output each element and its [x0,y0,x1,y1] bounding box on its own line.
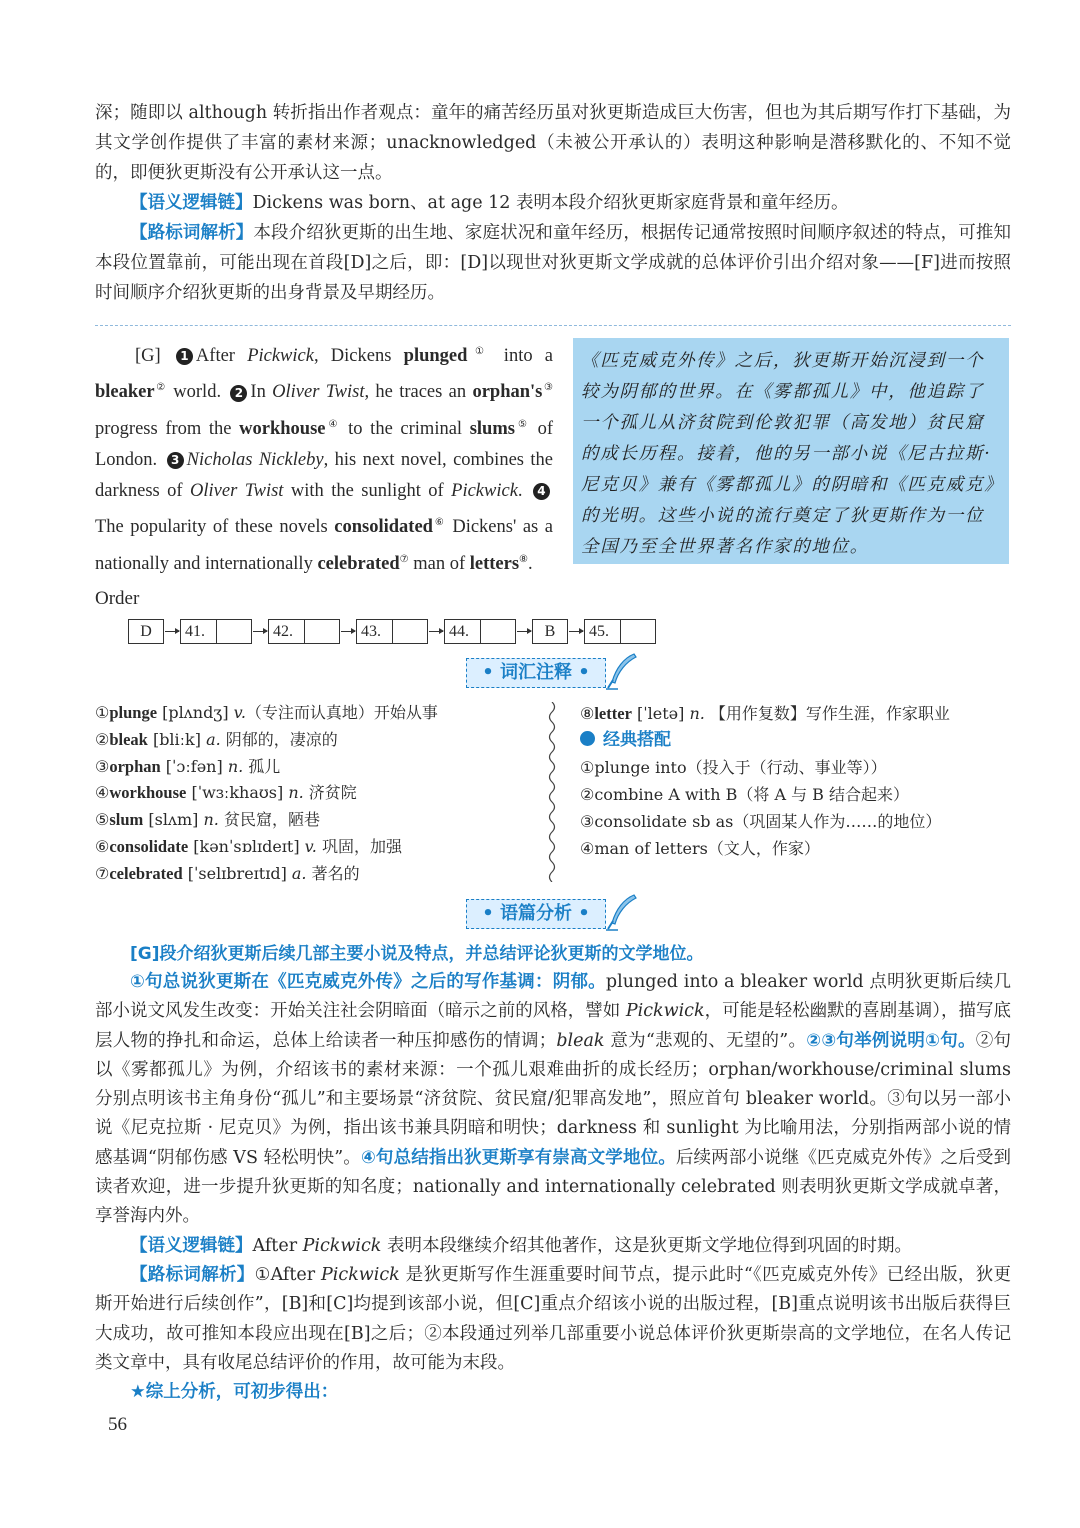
sentence-number-4: 4 [533,483,550,500]
order-answer-box: B [532,619,568,644]
discourse-analysis [95,940,1011,1407]
section-divider [95,325,1011,326]
arrow-icon [341,631,355,632]
paragraph-label: [G] [135,346,161,367]
vocab-item-5: ⑤slum [slʌm] n. 贫民窟，陋巷 [95,810,320,830]
quill-icon [604,893,638,931]
order-label-42: 42. [268,619,304,644]
sentence-number-1: 1 [176,348,193,365]
vocab-list [95,700,535,888]
signpost-text: 本段介绍狄更斯的出生地、家庭状况和童年经历，根据传记通常按照时间顺序叙述的特点，可推知本段位置靠前，可能出现在首段[D]之后，即：[D]以现世对狄更斯文学成就的总体评价引出介绍对象——[F]进而按照时间顺序介绍狄更斯的出身背景及早期经历。 [95,223,1011,303]
order-label-44: 44. [444,619,480,644]
order-blank-45[interactable] [620,619,656,644]
top-section [95,98,1011,308]
signpost-note [95,218,1011,308]
intro-paragraph: 深；随即以 although 转折指出作者观点：童年的痛苦经历虽对狄更斯造成巨大伤害，但也为其后期写作打下基础，为其文学创作提供了丰富的素材来源；unacknowledged（未被公开承认的）表明这种影响是潜移默化的、不知不觉的，即便狄更斯没有公开承认这一点。 [95,103,1011,183]
order-blank-41[interactable] [216,619,252,644]
analysis-intro: [G]段介绍狄更斯后续几部主要小说及特点，并总结评论狄更斯的文学地位。 [130,944,704,964]
arrow-icon [517,631,531,632]
vocab-item-8: ⑧letter [ˈletə] n. 【用作复数】写作生涯，作家职业 [580,704,950,723]
sentence-number-3: 3 [167,452,184,469]
analysis-logic-chain: 【语义逻辑链】After Pickwick 表明本段继续介绍其他著作，这是狄更斯文学地位得到巩固的时期。 [130,1235,912,1256]
order-label: Order [95,588,140,609]
logic-chain-tag: 【语义逻辑链】 [130,193,253,213]
summary-line: ★综上分析，可初步得出： [130,1382,339,1403]
sentence-number-2: 2 [230,385,247,402]
collocation-item: ①plunge into（投入于（行动、事业等）） [580,758,887,777]
order-label-43: 43. [356,619,392,644]
vocab-list-right [580,700,1010,862]
vocab-item-3: ③orphan [ˈɔːfən] n. 孤儿 [95,756,281,776]
arrow-icon [569,631,583,632]
analysis-body: ①句总说狄更斯在《匹克威克外传》之后的写作基调：阴郁。plunged into a bleaker world 点明狄更斯后续几部小说文风发生改变：开始关注社会阴暗面（暗示之前的风格，譬如 Pickwick，可能是轻松幽默的喜剧基调），描写底层人物的挣扎和命运，总体上给读者一种压抑感伤的情调；bleak 意为“悲观的、无望的”。②③句举例说明①句。②句以《雾都孤儿》为例，介绍该书的素材来源：一个孤儿艰难曲折的成长经历；orphan/workhouse/criminal slums 分别点明该书主角身份“孤儿”和主要场景“济贫院、贫民窟/犯罪高发地”，照应首句 bleaker world。③句以另一部小说《尼克拉斯 · 尼克贝》为例，指出该书兼具阴暗和明快；darkness 和 sunlight 为比喻用法，分别指两部小说的情感基调“阴郁伤感 VS 轻松明快”。④句总结指出狄更斯享有崇高文学地位。后续两部小说继《匹克威克外传》之后受到读者欢迎，进一步提升狄更斯的知名度；nationally and internationally celebrated 则表明狄更斯文学成就卓著，享誉海内外。 [95,972,1012,1227]
order-sequence [128,618,656,645]
vocab-item-7: ⑦celebrated [ˈselɪbreɪtɪd] a. 著名的 [95,863,360,883]
translation-box: 《匹克威克外传》之后，狄更斯开始沉浸到一个较为阴郁的世界。在《雾都孤儿》中，他追踪了一个孤儿从济贫院到伦敦犯罪（高发地）贫民窟的成长历程。接着，他的另一部小说《尼古拉斯·尼克贝》兼有《雾都孤儿》的阴暗和《匹克威克》的光明。这些小说的流行奠定了狄更斯作为一位全国乃至全世界著名作家的地位。 [573,338,1009,564]
vocab-item-2: ②bleak [bliːk] a. 阴郁的，凄凉的 [95,729,338,749]
english-passage: [G] 1 After Pickwick, Dickens plunged① into a bleaker② world. 2 In Oliver Twist, he traces an orphan's③ progress from the workhouse④ to the criminal slums⑤ of London. 3 Nicholas Nickleby, his next novel, combines the darkness of Oliver Twist with the sunlight of Pickwick. 4The popularity of these novels consolidated⑥ Dickens' as a nationally and internationally celebrated⑦ man of letters⑧. [95,346,554,574]
signpost-tag: 【路标词解析】 [130,223,254,243]
bullet-icon [580,731,595,746]
vocab-item-6: ⑥consolidate [kənˈsɒlɪdeɪt] v. 巩固，加强 [95,836,402,856]
vocab-word: bleaker [95,382,155,403]
logic-chain-note [95,188,1011,218]
vocab-word: plunged [403,346,468,367]
arrow-icon [165,631,179,632]
order-label-41: 41. [180,619,216,644]
wave-divider [545,702,559,882]
page-number: 56 [108,1414,127,1435]
quill-icon [604,652,638,690]
arrow-icon [429,631,443,632]
collocation-item: ③consolidate sb as（巩固某人作为……的地位） [580,812,942,831]
collocations-heading: 经典搭配 [580,727,1010,754]
collocation-item: ④man of letters（文人，作家） [580,839,820,858]
order-box-first: D [128,619,164,644]
analysis-heading: • 语篇分析 • [466,899,606,929]
order-blank-43[interactable] [392,619,428,644]
logic-chain-text: Dickens was born、at age 12 表明本段介绍狄更斯家庭背景和童年经历。 [252,193,849,213]
vocab-heading: • 词汇注释 • [466,658,606,688]
order-blank-44[interactable] [480,619,516,644]
arrow-icon [253,631,267,632]
vocab-item-1: ①plunge [plʌndʒ] v.（专注而认真地）开始从事 [95,703,438,722]
vocab-item-4: ④workhouse [ˈwɜːkhaʊs] n. 济贫院 [95,783,357,803]
order-label-45: 45. [584,619,620,644]
order-blank-42[interactable] [304,619,340,644]
collocation-item: ②combine A with B（将 A 与 B 结合起来） [580,785,910,804]
analysis-signpost: 【路标词解析】①After Pickwick 是狄更斯写作生涯重要时间节点，提示此时“《匹克威克外传》已经出版，狄更斯开始进行后续创作”，[B]和[C]均提到该部小说，但[C]重点介绍该小说的出版过程，[B]重点说明该书出版后获得巨大成功，故可推知本段应出现在[B]之后；②本段通过列举几部重要小说总体评价狄更斯崇高的文学地位，在名人传记类文章中，具有收尾总结评价的作用，故可能为末段。 [95,1264,1011,1373]
